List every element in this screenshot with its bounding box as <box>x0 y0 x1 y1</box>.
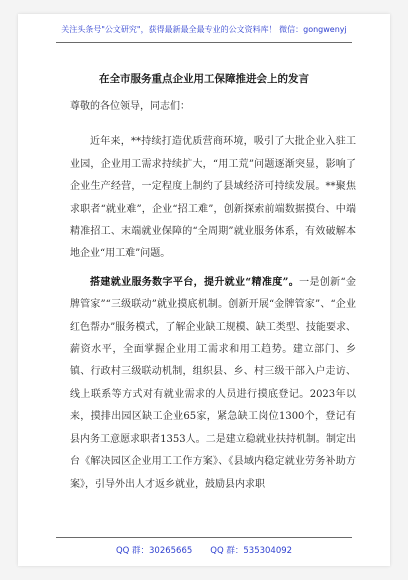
footer <box>18 544 390 556</box>
header-notice: 关注头条号"公文研究"，获得最新最全最专业的公文资料库！ 微信：gongwenyj <box>61 25 347 34</box>
section-paragraph <box>70 272 356 496</box>
intro-paragraph: 近年来，**持续打造优质营商环境，吸引了大批企业入驻工业园，企业用工需求持续扩大，“用工荒”问题逐渐突显，影响了企业生产经营，一定程度上制约了县域经济可持续发展。**聚焦求职者“就业难”，企业“招工难”，创新探索前端数据摸台、中端精准招工、末端就业保障的“全周期”就业服务体系，有效破解本地企业“用工难”问题。 <box>70 136 356 260</box>
salutation: 尊敬的各位领导，同志们： <box>70 101 190 112</box>
footer-qq-group-2: QQ 群：535304092 <box>210 546 293 556</box>
footer-qq-group-1: QQ 群：30265665 <box>115 546 193 556</box>
document-page <box>18 14 390 566</box>
section-text: 一是创新“金牌管家”“三级联动”就业摸底机制。创新开展“金牌管家”、“企业红色帮办”服务模式，了解企业缺工规模、缺工类型、技能要求、薪资水平，全面掌握企业用工需求和用工趋势。建立部门、乡镇、行政村三级联动机制，组织县、乡、村三级干部入户走访、线上联系等方式对有就业需求的人员进行摸底登记。2023年以来，摸排出园区缺工企业65家，紧急缺工岗位1300个，登记有县内务工意愿求职者1353人。二是建立稳就业扶持机制。制定出台《解决园区企业用工工作方案》、《县域内稳定就业劳务补助方案》，引导外出人才返乡就业，鼓励县内求职 <box>70 276 356 490</box>
section-heading: 搭建就业服务数字平台，提升就业“精准度”。 <box>90 276 300 288</box>
header-divider <box>56 42 352 43</box>
footer-divider <box>56 537 352 538</box>
document-body <box>70 96 356 496</box>
document-title: 在全市服务重点企业用工保障推进会上的发言 <box>99 73 309 85</box>
